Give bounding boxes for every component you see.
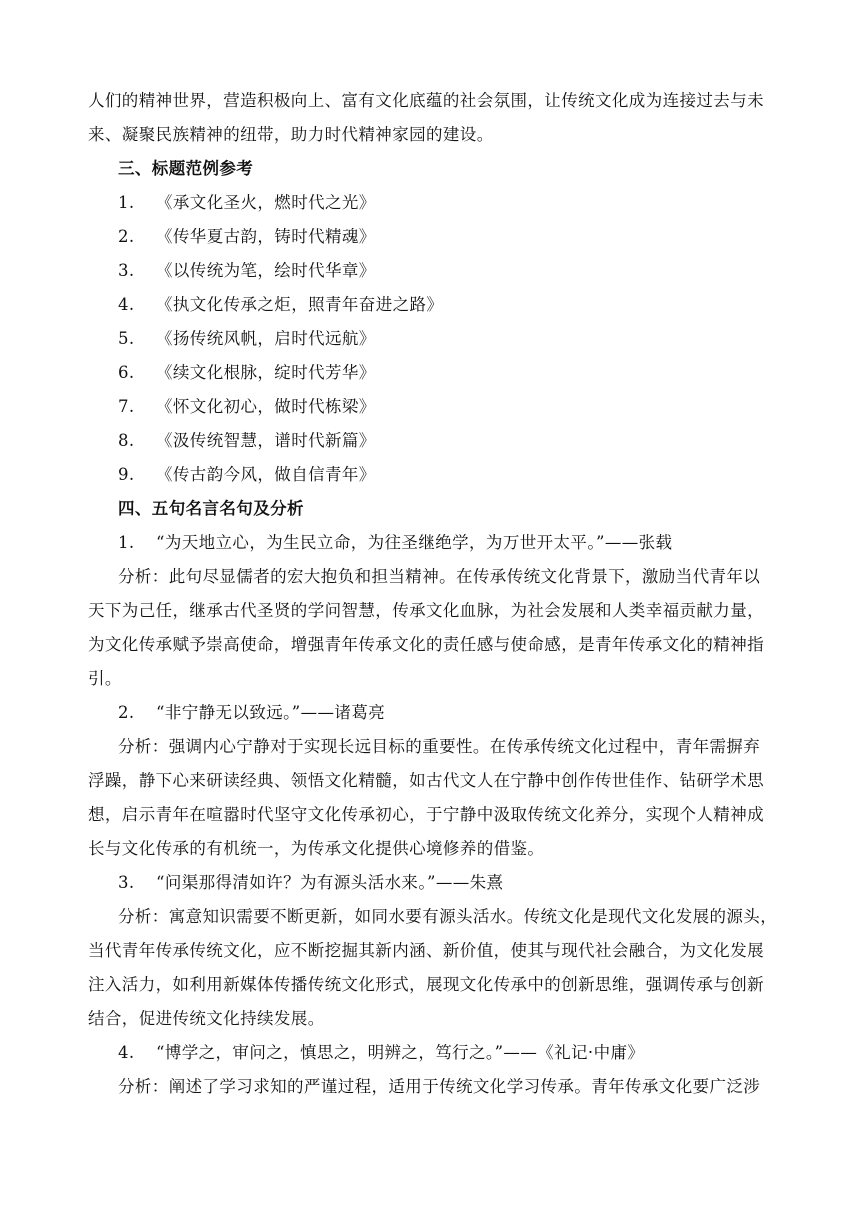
quote-line xyxy=(118,703,818,723)
item-text: 《传古韵今风，做自信青年》 xyxy=(156,465,376,484)
item-number: 5. xyxy=(118,329,135,348)
analysis-line: 想，启示青年在喧嚣时代坚守文化传承初心，于宁静中汲取传统文化养分，实现个人精神成 xyxy=(88,805,764,824)
title-item xyxy=(118,295,818,315)
title-item xyxy=(118,397,818,417)
item-number: 6. xyxy=(118,363,135,382)
title-item xyxy=(118,261,818,281)
item-number: 8. xyxy=(118,431,135,450)
analysis-line: 分析：强调内心宁静对于实现长远目标的重要性。在传承传统文化过程中，青年需摒弃 xyxy=(118,737,761,756)
paragraph-line: 来、凝聚民族精神的纽带，助力时代精神家园的建设。 xyxy=(88,125,494,144)
title-item xyxy=(118,465,818,485)
item-text: 《怀文化初心，做时代栋梁》 xyxy=(156,397,376,416)
item-text: 《扬传统风帆，启时代远航》 xyxy=(156,329,376,348)
quote-number: 3. xyxy=(118,873,135,892)
item-number: 3. xyxy=(118,261,135,280)
analysis-line: 长与文化传承的有机统一，为传承文化提供心境修养的借鉴。 xyxy=(88,839,545,858)
title-item xyxy=(118,431,818,451)
analysis-line: 引。 xyxy=(88,669,122,688)
quote-text: “为天地立心，为生民立命，为往圣继绝学，为万世开太平。”——张载 xyxy=(156,533,673,552)
analysis-line: 浮躁，静下心来研读经典、领悟文化精髓，如古代文人在宁静中创作传世佳作、钻研学术思 xyxy=(88,771,764,790)
item-text: 《以传统为笔，绘时代华章》 xyxy=(156,261,376,280)
quote-text: “问渠那得清如许？为有源头活水来。”——朱熹 xyxy=(156,873,504,892)
quote-text: “博学之，审问之，慎思之，明辨之，笃行之。”——《礼记·中庸》 xyxy=(156,1043,645,1062)
item-text: 《汲传统智慧，谱时代新篇》 xyxy=(156,431,376,450)
title-item xyxy=(118,193,818,213)
analysis-line: 分析：此句尽显儒者的宏大抱负和担当精神。在传承传统文化背景下，激励当代青年以 xyxy=(118,567,761,586)
analysis-line: 为文化传承赋予崇高使命，增强青年传承文化的责任感与使命感，是青年传承文化的精神指 xyxy=(88,635,764,654)
item-text: 《传华夏古韵，铸时代精魂》 xyxy=(156,227,376,246)
analysis-line: 当代青年传承传统文化，应不断挖掘其新内涵、新价值，使其与现代社会融合，为文化发展 xyxy=(88,941,764,960)
paragraph-line: 人们的精神世界，营造积极向上、富有文化底蕴的社会氛围，让传统文化成为连接过去与未 xyxy=(88,91,764,110)
item-text: 《续文化根脉，绽时代芳华》 xyxy=(156,363,376,382)
quote-line xyxy=(118,873,818,893)
item-text: 《执文化传承之炬，照青年奋进之路》 xyxy=(156,295,444,314)
analysis-line: 注入活力，如利用新媒体传播传统文化形式，展现文化传承中的创新思维，强调传承与创新 xyxy=(88,975,764,994)
quote-number: 1. xyxy=(118,533,135,552)
item-number: 2. xyxy=(118,227,135,246)
quote-number: 4. xyxy=(118,1043,135,1062)
quote-text: “非宁静无以致远。”——诸葛亮 xyxy=(156,703,386,722)
item-number: 9. xyxy=(118,465,135,484)
section-heading: 三、标题范例参考 xyxy=(118,159,254,178)
quote-number: 2. xyxy=(118,703,135,722)
item-number: 1. xyxy=(118,193,135,212)
title-item xyxy=(118,227,818,247)
analysis-line: 分析：寓意知识需要不断更新，如同水要有源头活水。传统文化是现代文化发展的源头， xyxy=(118,907,778,926)
title-item xyxy=(118,329,818,349)
analysis-line: 分析：阐述了学习求知的严谨过程，适用于传统文化学习传承。青年传承文化要广泛涉 xyxy=(118,1077,761,1096)
item-text: 《承文化圣火，燃时代之光》 xyxy=(156,193,376,212)
quote-line xyxy=(118,533,818,553)
section-heading: 四、五句名言名句及分析 xyxy=(118,499,304,518)
quote-line xyxy=(118,1043,818,1063)
title-item xyxy=(118,363,818,383)
analysis-line: 天下为己任，继承古代圣贤的学问智慧，传承文化血脉，为社会发展和人类幸福贡献力量， xyxy=(88,601,764,620)
item-number: 7. xyxy=(118,397,135,416)
analysis-line: 结合，促进传统文化持续发展。 xyxy=(88,1009,325,1028)
item-number: 4. xyxy=(118,295,135,314)
